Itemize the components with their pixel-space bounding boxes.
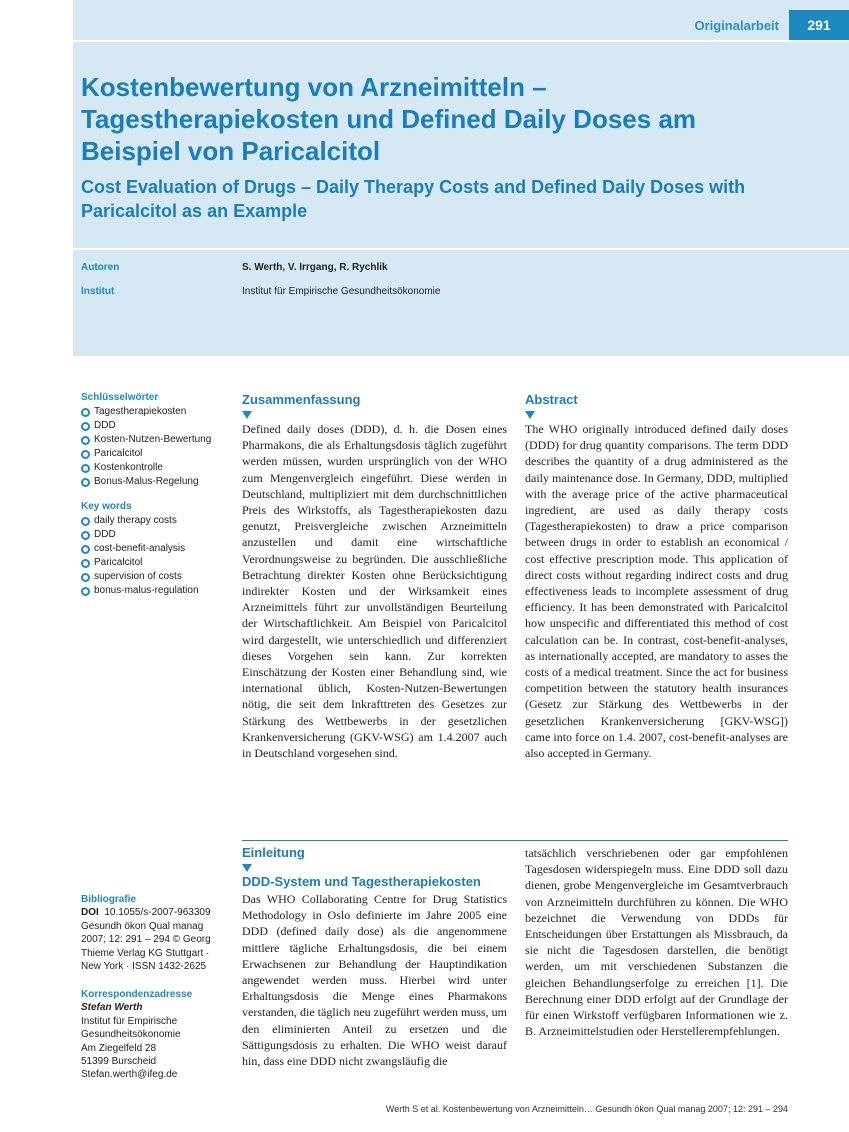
header-divider <box>73 40 849 42</box>
zusammenfassung-text: Defined daily doses (DDD), d. h. die Dosen eines Pharmakons, die als Erhaltungsdosis täglich zugeführt werden müssen, wurden ursprünglich von der WHO zum Mengenvergleich eingeführt. Diese werden in Deutschland, multipliziert mit dem durchschnittlichen Preis des Wirkstoffs, als Tagestherapiekosten dazu genutzt, Preisvergleiche zwischen Arzneimitteln anzustellen und damit eine wirtschaftliche Verordnungsweise zu begründen. Die ausschließliche Betrachtung direkter Kosten ohne Berücksichtigung indirekter Kosten und der Wirksamkeit eines Arzneimittels führt zur unvollständigen Beurteilung der Wirtschaftlichkeit. Am Beispiel von Paricalcitol wird dargestellt, wie unterschiedlich und differenziert dieses Vorgehen sein kann. Zur korrekten Einschätzung der Kosten einer Behandlung sind, wie international üblich, Kosten-Nutzen-Bewertungen nötig, die seit dem Inkrafttreten des Gesetzes zur Stärkung des Wettbewerbs in der gesetzlichen Krankenversicherung (GKV-WSG) am 1.4.2007 auch in Deutschland vorgesehen sind. <box>242 422 507 761</box>
doi-line: DOI 10.1055/s-2007-963309 <box>81 907 211 919</box>
keyword-item: supervision of costs <box>81 570 231 584</box>
bullet-circle-icon <box>81 408 90 417</box>
bullet-circle-icon <box>81 464 90 473</box>
einleitung-heading: Einleitung <box>242 845 305 860</box>
keywords-english-heading: Key words <box>81 501 132 512</box>
einleitung-section <box>242 845 507 1069</box>
bullet-circle-icon <box>81 587 90 596</box>
institute: Institut für Empirische Gesundheitsökonomie <box>242 286 441 297</box>
bullet-circle-icon <box>81 450 90 459</box>
footer-citation: Werth S et al. Kostenbewertung von Arzneimitteln… Gesundh ökon Qual manag 2007; 12: 291 – 294 <box>385 1104 788 1114</box>
keyword-item: Tagestherapiekosten <box>81 405 231 419</box>
address-line: Gesundheitsökonomie <box>81 1029 181 1041</box>
section-label: Originalarbeit <box>694 18 779 33</box>
address-line: Institut für Empirische <box>81 1015 178 1027</box>
page-number: 291 <box>789 10 849 40</box>
bibliography-line: Thieme Verlag KG Stuttgart · <box>81 947 210 959</box>
abstract-section <box>525 392 788 761</box>
triangle-down-icon <box>242 864 252 872</box>
bibliography-line: 2007; 12: 291 – 294 © Georg <box>81 934 211 946</box>
triangle-down-icon <box>242 411 252 419</box>
abstract-heading: Abstract <box>525 392 578 407</box>
bullet-circle-icon <box>81 436 90 445</box>
bullet-circle-icon <box>81 545 90 554</box>
title-english: Cost Evaluation of Drugs – Daily Therapy Costs and Defined Daily Doses with Paricalcitol as an Example <box>81 177 746 221</box>
address-line: Am Ziegelfeld 28 <box>81 1042 157 1054</box>
keyword-item: DDD <box>81 528 231 542</box>
bibliography-heading: Bibliografie <box>81 894 137 905</box>
address-line: 51399 Burscheid <box>81 1056 157 1068</box>
bullet-circle-icon <box>81 478 90 487</box>
keyword-item: Bonus-Malus-Regelung <box>81 475 231 489</box>
institute-label: Institut <box>81 286 115 297</box>
keyword-item: Paricalcitol <box>81 556 231 570</box>
bibliography-line: Gesundh ökon Qual manag <box>81 920 204 932</box>
section-divider <box>242 840 788 841</box>
keyword-item: cost-benefit-analysis <box>81 542 231 556</box>
bibliography <box>81 893 231 973</box>
bibliography-line: New York · ISSN 1432-2625 <box>81 961 207 973</box>
bullet-circle-icon <box>81 531 90 540</box>
zusammenfassung-heading: Zusammenfassung <box>242 392 361 407</box>
keywords-english <box>81 501 231 598</box>
title-german: Kostenbewertung von Arzneimitteln – Tagestherapiekosten und Defined Daily Doses am Beispiel von Paricalcitol <box>81 72 697 166</box>
zusammenfassung-section <box>242 392 507 761</box>
einleitung-subheading: DDD-System und Tagestherapiekosten <box>242 874 481 889</box>
authors-label: Autoren <box>81 262 120 273</box>
correspondence-name: Stefan Werth <box>81 1002 143 1014</box>
keyword-item: bonus-malus-regulation <box>81 584 231 598</box>
correspondence-heading: Korrespondenzadresse <box>81 989 193 1000</box>
keyword-item: Kostenkontrolle <box>81 461 231 475</box>
keywords-german <box>81 392 231 489</box>
keyword-item: DDD <box>81 419 231 433</box>
einleitung-text-left: Das WHO Collaborating Centre for Drug Statistics Methodology in Oslo definierte im Jahre 2005 eine DDD (defined daily dose) als die angenommene mittlere tägliche Erhaltungsdosis, die bei einem Erwachsenen zur Behandlung der Hauptindikation angewendet werden muss. Hierbei wird unter Erhaltungsdosis die Menge eines Pharmakons verstanden, die täglich neu zugeführt werden muss, um den eliminierten Anteil zu ersetzen und die Sättigungsdosis zu erhalten. Die WHO weist darauf hin, dass eine DDD nicht zwangsläufig die <box>242 892 507 1069</box>
email-link[interactable]: Stefan.werth@ifeg.de <box>81 1069 178 1081</box>
keyword-item: Kosten-Nutzen-Bewertung <box>81 433 231 447</box>
einleitung-continued <box>525 845 788 1039</box>
bullet-circle-icon <box>81 517 90 526</box>
bullet-circle-icon <box>81 422 90 431</box>
title-divider <box>73 248 849 250</box>
keywords-german-heading: Schlüsselwörter <box>81 392 159 403</box>
triangle-down-icon <box>525 411 535 419</box>
bullet-circle-icon <box>81 559 90 568</box>
authors: S. Werth, V. Irrgang, R. Rychlik <box>242 262 388 273</box>
keyword-item: Paricalcitol <box>81 447 231 461</box>
bullet-circle-icon <box>81 573 90 582</box>
keyword-item: daily therapy costs <box>81 514 231 528</box>
einleitung-text-right: tatsächlich verschriebenen oder gar empfohlenen Tagesdosen widerspiegeln muss. Eine DDD soll dazu dienen, grobe Mengenvergleiche im Gesamtverbrauch von Arzneimitteln durchführen zu können. Die WHO bezeichnet die Verwendung von DDDs für Entscheidungen über Erstattungen als Missbrauch, da sie nicht die Tagesdosen darstellen, die benötigt werden, um mit verschiedenen Substanzen die gleichen Behandlungserfolge zu erreichen [1]. Die Berechnung einer DDD erfolgt auf der Grundlage der für einen Wirkstoff verfügbaren Informationen wie z. B. Arzneimittelstudien oder Herstellerempfehlungen. <box>525 846 788 1039</box>
correspondence <box>81 988 231 1082</box>
abstract-text: The WHO originally introduced defined daily doses (DDD) for drug quantity comparisons. The term DDD describes the quantity of a drug administered as the daily maintenance dose. In Germany, DDD, multiplied with the average price of the active pharmaceutical ingredient, are used as daily therapy costs (Tagestherapiekosten) to draw a price comparison between drugs in order to establish an economical / cost effective prescription mode. This application of direct costs without regarding indirect costs and drug effectiveness leads to incomplete assessment of drug efficiency. It has been demonstrated with Paricalcitol how unspecific and differentiated this method of cost calculation can be. In contrast, cost-benefit-analyses, as internationally accepted, are mandatory to asses the costs of a medical treatment. Since the act for business competition between the statutory health insurances (Gesetz zur Stärkung des Wettbewerbs in der gesetzlichen Krankenversicherung [GKV-WSG]) came into force on 1.4. 2007, cost-benefit-analyses are also accepted in Germany. <box>525 422 788 761</box>
